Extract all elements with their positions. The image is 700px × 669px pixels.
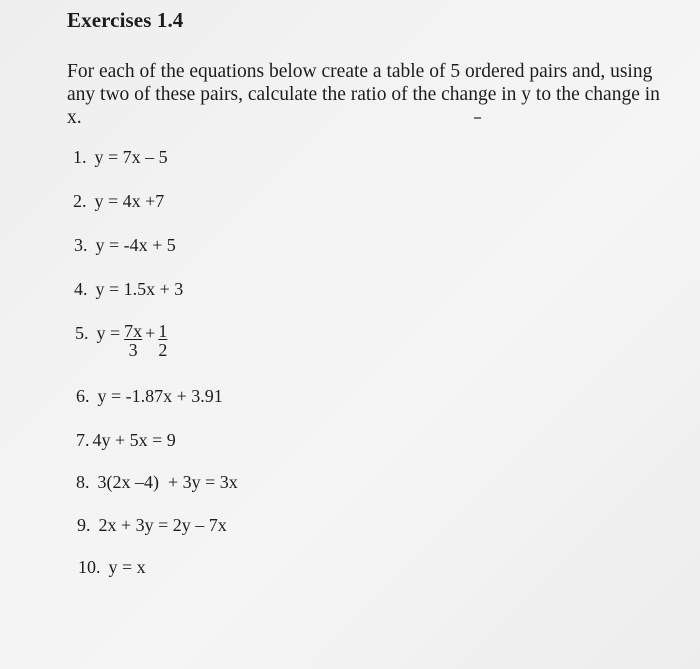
equation-number: 8. — [76, 472, 90, 492]
fraction-denominator: 2 — [158, 340, 168, 360]
equation-6 — [76, 386, 223, 407]
equation-number: 9. — [77, 515, 91, 535]
fraction-7x-over-3 — [124, 323, 142, 358]
equation-8 — [76, 472, 238, 493]
equation-number: 5. — [75, 323, 89, 343]
equation-number: 10. — [78, 557, 101, 577]
fraction-1-over-2 — [158, 323, 167, 358]
equation-number: 7. — [76, 430, 90, 450]
equation-7 — [76, 430, 176, 451]
page-title: Exercises 1.4 — [67, 8, 184, 32]
equation-text: 2x + 3y = 2y – 7x — [98, 515, 227, 535]
equation-3 — [74, 235, 176, 256]
equation-10 — [78, 557, 146, 578]
equation-text: y = 7x – 5 — [94, 147, 168, 167]
plus-sign: + — [145, 323, 156, 343]
fraction-numerator: 1 — [158, 321, 168, 341]
fraction-denominator: 3 — [128, 340, 138, 360]
instructions-line-1: For each of the equations below create a table of 5 ordered pairs and, using — [67, 61, 653, 82]
stray-mark — [474, 117, 481, 119]
equation-prefix: y = — [96, 323, 121, 343]
equation-1 — [73, 147, 168, 168]
equation-text: y = 4x +7 — [94, 191, 165, 211]
equation-text: 4y + 5x = 9 — [92, 430, 176, 450]
equation-5 — [75, 323, 167, 358]
fraction-numerator: 7x — [124, 321, 143, 341]
equation-number: 4. — [74, 279, 88, 299]
equation-number: 1. — [73, 147, 87, 167]
equation-number: 6. — [76, 386, 90, 406]
equation-number: 3. — [74, 235, 88, 255]
instructions-line-2: any two of these pairs, calculate the ratio of the change in y to the change in — [67, 84, 660, 105]
equation-text: y = 1.5x + 3 — [95, 279, 184, 299]
equation-2 — [73, 191, 164, 212]
equation-text: y = -1.87x + 3.91 — [97, 386, 223, 406]
equation-text: y = -4x + 5 — [95, 235, 176, 255]
equation-text: 3(2x –4) + 3y = 3x — [97, 472, 238, 492]
equation-4 — [74, 279, 183, 300]
equation-text: y = x — [108, 557, 146, 577]
equation-9 — [77, 515, 227, 536]
instructions-paragraph — [67, 60, 667, 129]
instructions-line-3: x. — [67, 107, 82, 128]
equation-number: 2. — [73, 191, 87, 211]
